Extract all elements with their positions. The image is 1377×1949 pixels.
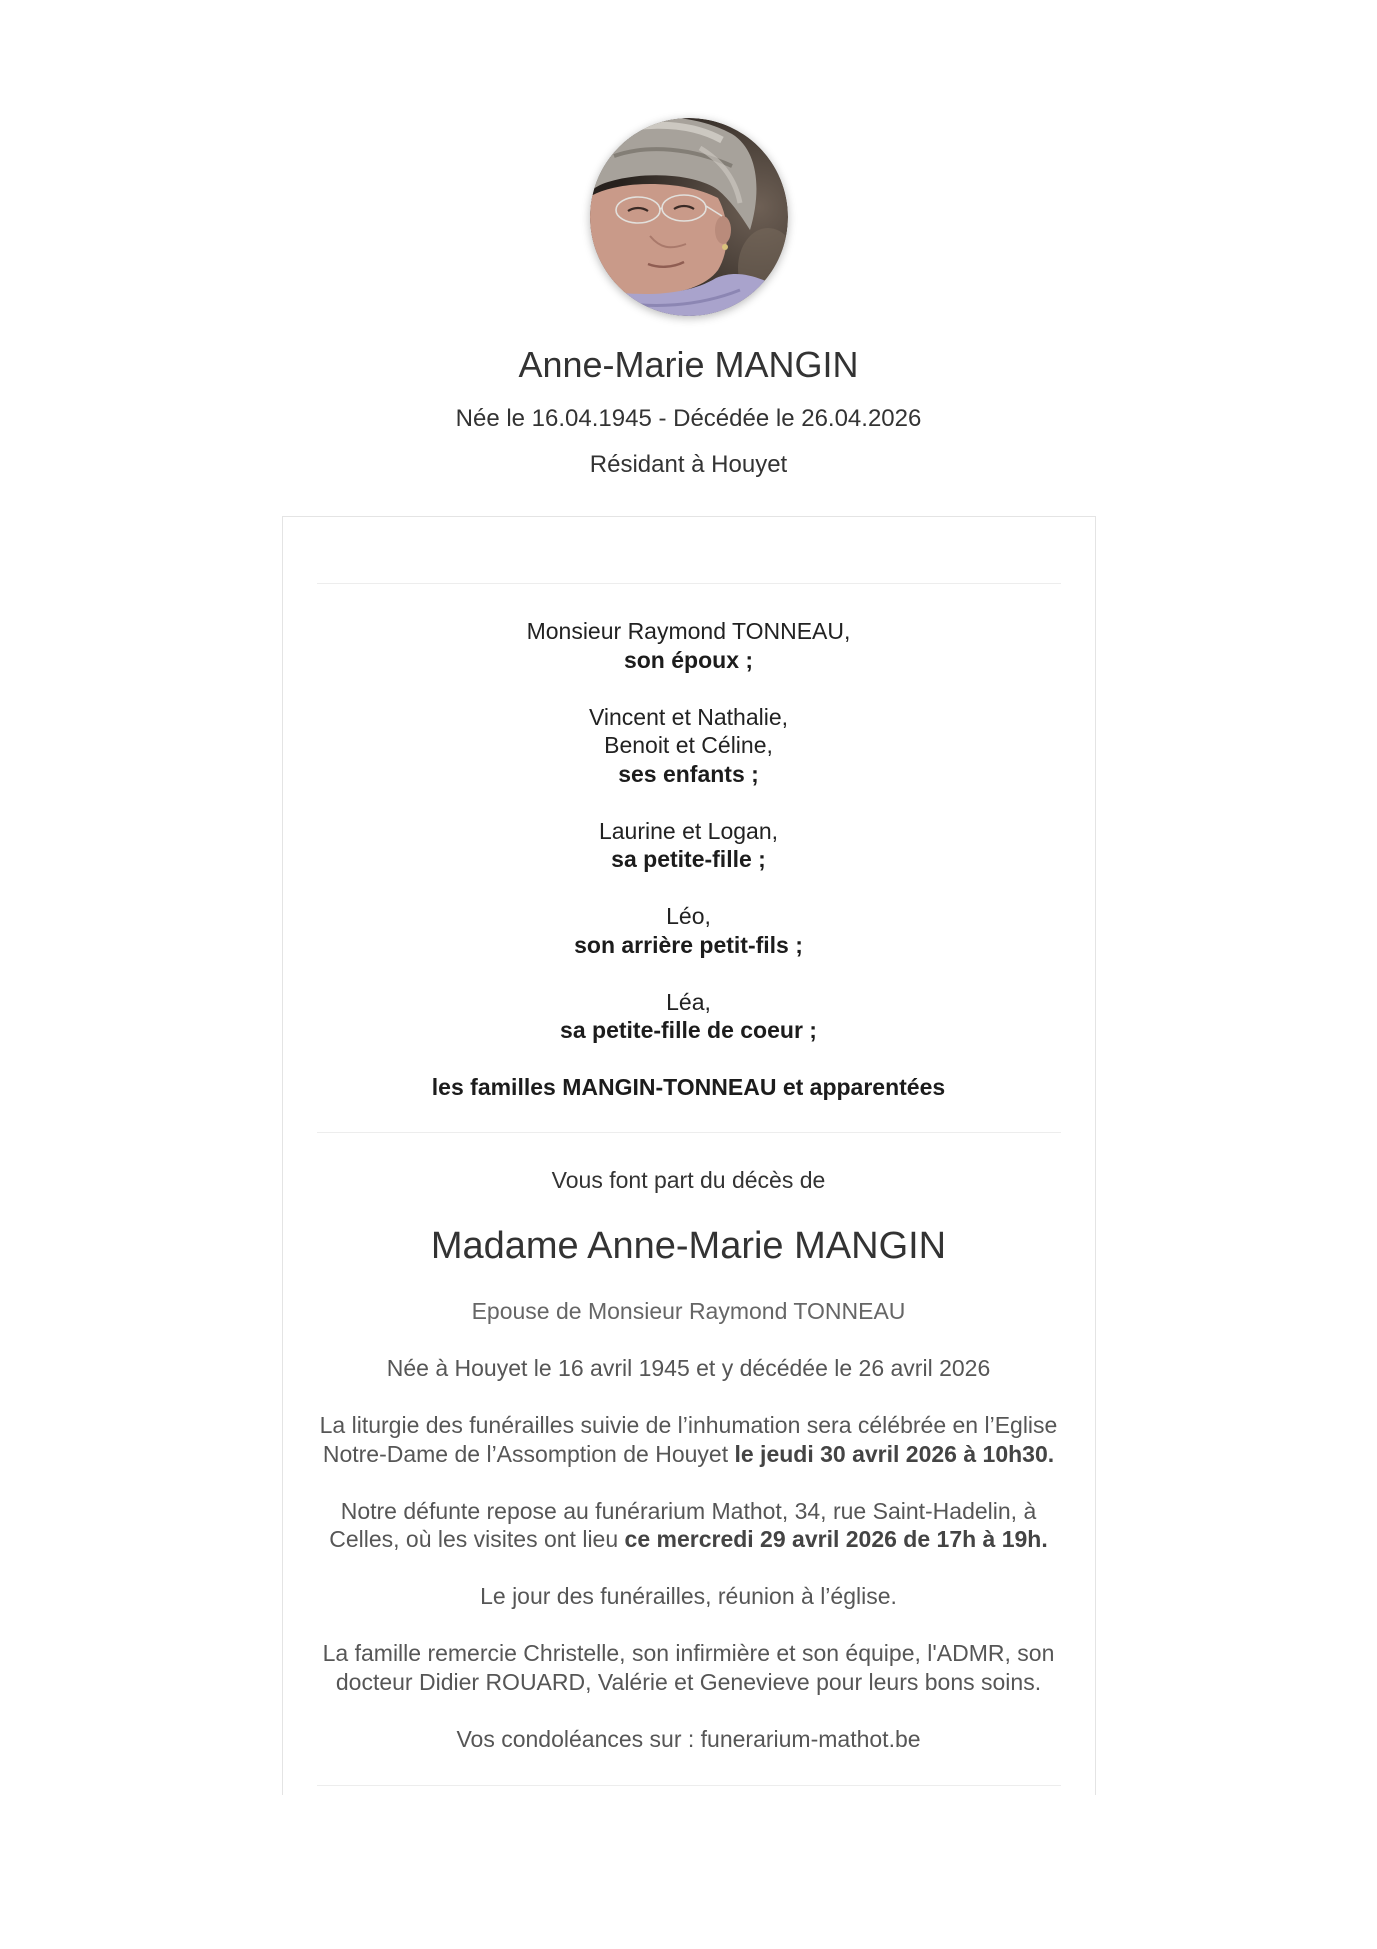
- family-group-spouse: [317, 617, 1061, 674]
- birth-death-line: Née à Houyet le 16 avril 1945 et y décédée le 26 avril 2026: [386, 1355, 991, 1381]
- visitation-date: ce mercredi 29 avril 2026 de 17h à 19h.: [624, 1526, 1048, 1552]
- life-dates: Née le 16.04.1945 - Décédée le 26.04.2026: [455, 405, 922, 432]
- family-group-families: [317, 1073, 1061, 1102]
- funeral-date: le jeudi 30 avril 2026 à 10h30.: [734, 1440, 1055, 1467]
- family-relation: son arrière petit-fils ;: [574, 931, 803, 958]
- family-relation: les familles MANGIN-TONNEAU et apparentées: [431, 1074, 946, 1100]
- family-group-granddaughter-of-heart: [317, 988, 1061, 1045]
- family-names: Monsieur Raymond TONNEAU,: [526, 618, 851, 644]
- residence: Résidant à Houyet: [589, 451, 788, 478]
- divider: [317, 1132, 1061, 1133]
- family-group-great-grandson: [317, 902, 1061, 959]
- thanks-paragraph: La famille remercie Christelle, son infirmière et son équipe, l'ADMR, son docteur Didier ROUARD, Valérie et Genevieve pour leurs bons soins.: [322, 1640, 1055, 1695]
- divider: [317, 583, 1061, 584]
- family-list: [317, 617, 1061, 1102]
- funeral-text: La liturgie des funérailles suivie de l’inhumation sera célébrée en l’Eglise Notre-Dame de l’Assomption de Houyet: [319, 1412, 1058, 1467]
- family-names: Benoit et Céline,: [604, 732, 773, 758]
- family-names: Léo,: [666, 903, 711, 929]
- family-group-granddaughter: [317, 817, 1061, 874]
- family-relation: sa petite-fille de coeur ;: [560, 1017, 817, 1043]
- portrait-photo: [590, 118, 788, 316]
- obituary-header: [0, 118, 1377, 480]
- family-names: Laurine et Logan,: [598, 817, 779, 844]
- funeral-paragraph: [317, 1411, 1061, 1468]
- gathering-line: Le jour des funérailles, réunion à l’église.: [480, 1583, 897, 1609]
- condolences-line: Vos condoléances sur : funerarium-mathot.be: [456, 1725, 921, 1752]
- family-names: Vincent et Nathalie,: [588, 703, 789, 730]
- announcement-intro: Vous font part du décès de: [551, 1167, 826, 1193]
- family-names: Léa,: [666, 988, 711, 1015]
- family-group-children: [317, 703, 1061, 789]
- visitation-text: Notre défunte repose au funérarium Mathot, 34, rue Saint-Hadelin, à Celles, où les visites ont lieu: [329, 1497, 1037, 1552]
- deceased-full-name: Madame Anne-Marie MANGIN: [430, 1225, 947, 1267]
- spouse-line: Epouse de Monsieur Raymond TONNEAU: [471, 1298, 906, 1324]
- family-relation: son époux ;: [623, 646, 754, 673]
- divider: [317, 1785, 1061, 1786]
- family-relation: sa petite-fille ;: [611, 846, 766, 872]
- announcement-card: [282, 516, 1096, 1795]
- visitation-paragraph: [317, 1497, 1061, 1554]
- family-relation: ses enfants ;: [618, 760, 759, 787]
- deceased-name: Anne-Marie MANGIN: [518, 344, 859, 385]
- death-announcement: [317, 1166, 1061, 1753]
